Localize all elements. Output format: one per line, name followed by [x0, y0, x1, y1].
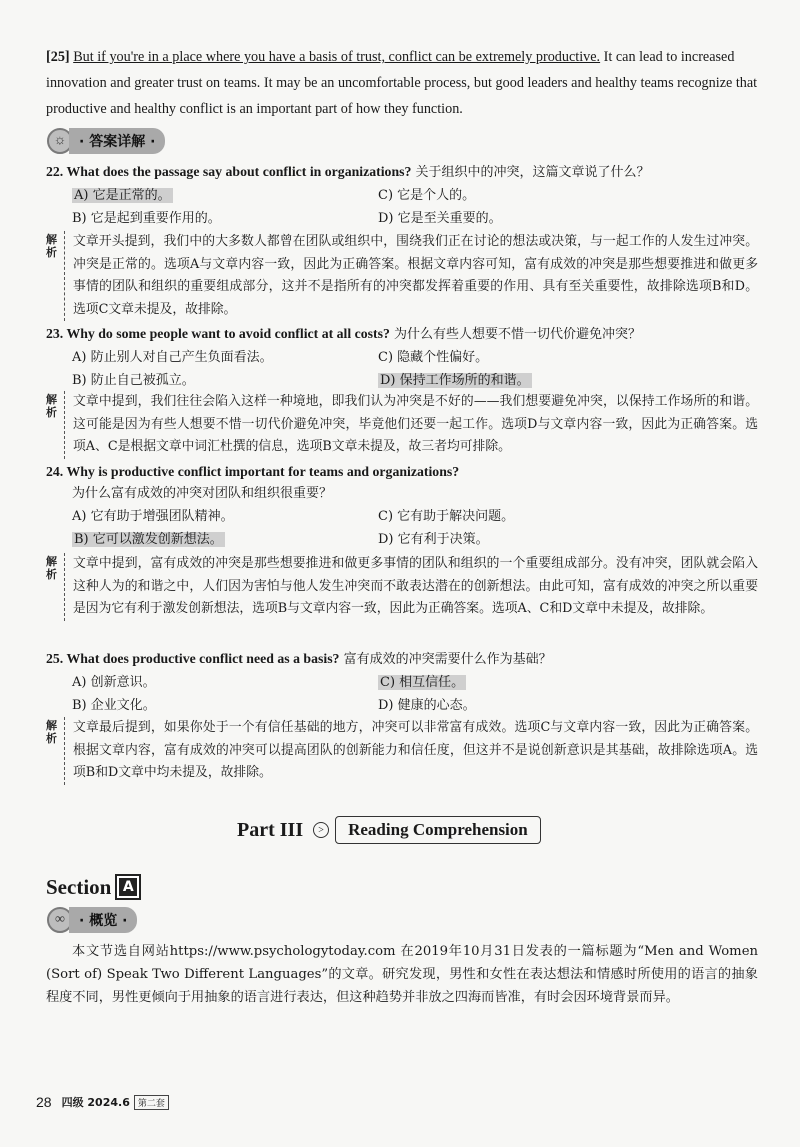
arrow-circle-icon: >: [313, 822, 329, 838]
paragraph-number: [25]: [46, 49, 70, 65]
options: [46, 346, 758, 392]
answer-header: [47, 126, 165, 156]
option-b: B) 它是起到重要作用的。: [72, 211, 221, 226]
stem-en: 25. What does productive conflict need as a basis?: [46, 651, 340, 666]
question-25: [46, 648, 758, 717]
option-c: C) 它有助于解决问题。: [378, 509, 515, 524]
answer-header-label: · 答案详解 ·: [69, 128, 165, 154]
overview-header: [47, 905, 137, 935]
explanation-text: 文章最后提到，如果你处于一个有信任基础的地方，冲突可以非常富有成效。选项C与文章内容一致，因此为正确答案。根据文章内容，富有成效的冲突可以提高团队的创新能力和信任度，但这并不是说创新意识是其基础，故排除选项A。选项B和D文章中均未提及，故排除。: [64, 717, 758, 785]
page-number: 28: [36, 1094, 52, 1110]
explanation-text: 文章中提到，我们往往会陷入这样一种境地，即我们认为冲突是不好的——我们想要避免冲突，以保持工作场所的和谐。这可能是因为有些人想要不惜一切代价避免冲突，毕竟他们还要一起工作。选项D与文章内容一致，因此为正确答案。选项A、C是根据文章中词汇杜撰的信息，选项B文章未提及，故三者均可排除。: [64, 391, 758, 459]
explanation-text: 文章开头提到，我们中的大多数人都曾在团队或组织中，围绕我们正在讨论的想法或决策，与一起工作的人发生过冲突。冲突是正常的。选项A与文章内容一致，因此为正确答案。根据文章内容可知，富有成效的冲突是那些想要推进和做更多事情的团队和组织的重要组成部分，这并不是指所有的冲突都发挥着重要的作用、具有至关重要性，故排除选项B和D。选项C文章未提及，故排除。: [64, 231, 758, 321]
explanation-23: [46, 391, 758, 459]
option-c: C) 它是个人的。: [378, 188, 476, 203]
explanation-25: [46, 717, 758, 785]
section-badge: A: [115, 874, 141, 900]
footer-title: 四级 2024.6: [61, 1096, 130, 1109]
part-heading: [237, 813, 541, 847]
option-d: D) 健康的心态。: [378, 698, 476, 713]
explanation-tag: 解析: [46, 555, 57, 581]
stem-cn: 关于组织中的冲突，这篇文章说了什么？: [411, 165, 650, 180]
stem-cn: 富有成效的冲突需要什么作为基础？: [339, 652, 552, 667]
explanation-tag: 解析: [46, 719, 57, 745]
footer-set-label: 第二套: [134, 1095, 169, 1110]
explanation-tag: 解析: [46, 393, 57, 419]
part-subtitle: Reading Comprehension: [335, 816, 541, 844]
option-a: A) 防止别人对自己产生负面看法。: [72, 350, 273, 365]
option-b: B) 防止自己被孤立。: [72, 373, 195, 388]
option-a: A) 创新意识。: [72, 675, 156, 690]
option-a: A) 它是正常的。: [74, 188, 171, 203]
option-a: A) 它有助于增强团队精神。: [72, 509, 234, 524]
overview-header-label: · 概览 ·: [69, 907, 137, 933]
section-heading: [46, 874, 141, 900]
explanation-22: [46, 231, 758, 321]
options: [46, 184, 758, 230]
glasses-icon: ∞: [47, 907, 73, 933]
option-c: C) 隐藏个性偏好。: [378, 350, 489, 365]
underlined-sentence: But if you're in a place where you have a basis of trust, conflict can be extremely productive.: [73, 49, 601, 65]
passage-paragraph: [46, 44, 758, 122]
explanation-tag: 解析: [46, 233, 57, 259]
explanation-text: 文章中提到，富有成效的冲突是那些想要推进和做更多事情的团队和组织的一个重要组成部分。没有冲突，团队就会陷入这种人为的和谐之中，人们因为害怕与他人发生冲突而不敢表达潜在的创新想法。由此可知，富有成效的冲突之所以重要是因为它有利于激发创新想法，选项B与文章内容一致，因此为正确答案。选项A、C和D文章中未提及，故排除。: [64, 553, 758, 621]
paragraph-rest: It can lead to increased innovation and greater trust on teams. It may be an uncomfortable process, but good leaders and healthy teams recognize that productive and healthy conflict is an important part of how they function.: [46, 49, 758, 117]
explanation-24: [46, 553, 758, 621]
page-footer: [36, 1094, 169, 1110]
stem-en: 22. What does the passage say about conflict in organizations?: [46, 164, 412, 179]
question-23: [46, 323, 758, 392]
question-stem: 24. Why is productive conflict important for teams and organizations?: [46, 464, 460, 479]
question-24: [46, 461, 758, 551]
option-d: D) 它是至关重要的。: [378, 211, 502, 226]
overview-text: 本文节选自网站https://www.psychologytoday.com 在2019年10月31日发表的一篇标题为“Men and Women (Sort of) Speak Two Different Languages”的文章。研究发现，男性和女性在表达想法和情感时所使用的语言的抽象程度不同，男性更倾向于用抽象的语言进行表达，但这种趋势并非放之四海而皆准，有时会因环境背景而异。: [46, 944, 758, 1005]
option-d: D) 它有利于决策。: [378, 532, 489, 547]
question-stem: [46, 323, 758, 346]
question-stem: [46, 648, 758, 671]
stem-en: 23. Why do some people want to avoid conflict at all costs?: [46, 326, 390, 341]
question-22: [46, 161, 758, 230]
option-d: D) 保持工作场所的和谐。: [380, 373, 530, 388]
option-b: B) 企业文化。: [72, 698, 156, 713]
stem-cn: 为什么富有成效的冲突对团队和组织很重要？: [72, 486, 333, 501]
bulb-icon: ☼: [47, 128, 73, 154]
question-stem: [46, 161, 758, 184]
options: [46, 671, 758, 717]
option-b: B) 它可以激发创新想法。: [74, 532, 223, 547]
options: [46, 505, 758, 551]
stem-cn: 为什么有些人想要不惜一切代价避免冲突？: [389, 327, 642, 342]
part-title: Part III: [237, 818, 304, 841]
section-title: Section: [46, 874, 112, 899]
option-c: C) 相互信任。: [380, 675, 465, 690]
